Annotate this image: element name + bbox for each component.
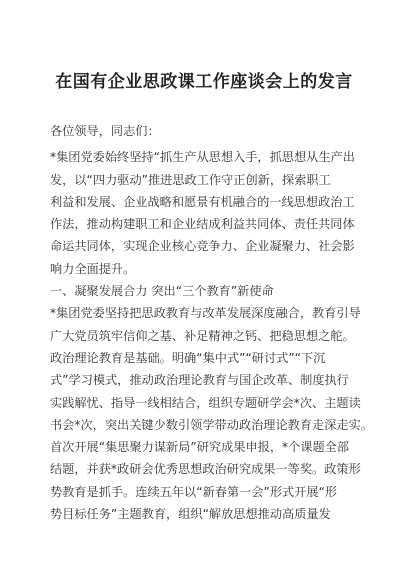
paragraph-line: 利益和发展、企业战略和愿景有机融合的一线思想政治工	[50, 194, 355, 209]
paragraph-line: 政治理论教育是基础。明确“集中式”“研讨式”“下沉	[50, 350, 326, 365]
salutation-line: 各位领导，同志们：	[50, 124, 160, 138]
paragraph-line: 首次开展“集思聚力谋新局”研究成果申报，*个课题全部	[50, 440, 350, 455]
paragraph-line: 作法，推动构建职工和企业结成利益共同体、责任共同体	[50, 217, 355, 232]
section-heading: 一、凝聚发展合力 突出“三个教育”新使命	[50, 284, 274, 299]
paragraph-line: 响力全面提升。	[50, 261, 136, 276]
paragraph-line: 式”学习模式，推动政治理论教育与国企改革、制度执行	[50, 373, 349, 388]
paragraph-line: 命运共同体，实现企业核心竞争力、企业凝聚力、社会影	[50, 239, 355, 254]
paragraph-line: 势目标任务”主题教育，组织“解放思想推动高质量发	[50, 507, 331, 522]
paragraph-line: 广大党员筑牢信仰之基、补足精神之钙、把稳思想之舵。	[50, 328, 355, 343]
paragraph-line: 势教育是抓手。连续五年以“新春第一会”形式开展“形	[50, 484, 338, 499]
document-title: 在国有企业思政课工作座谈会上的发言	[55, 72, 353, 92]
paragraph-line: *集团党委坚持把思政教育与改革发展深度融合，教育引导	[50, 306, 361, 321]
paragraph-line: 发，以“四力驱动”推进思政工作守正创新，探索职工	[50, 172, 331, 187]
paragraph-line: 实践解忧、指导一线相结合，组织专题研学会*次、主题读	[50, 395, 361, 410]
paragraph-line: 结题，并获*政研会优秀思想政治研究成果一等奖。政策形	[50, 462, 361, 477]
paragraph-line: *集团党委始终坚持“抓生产从思想入手，抓思想从生产出	[50, 150, 355, 165]
paragraph-line: 书会*次，突出关键少数引领学带动政治理论教育走深走实。	[50, 417, 373, 432]
document-body	[50, 120, 373, 525]
